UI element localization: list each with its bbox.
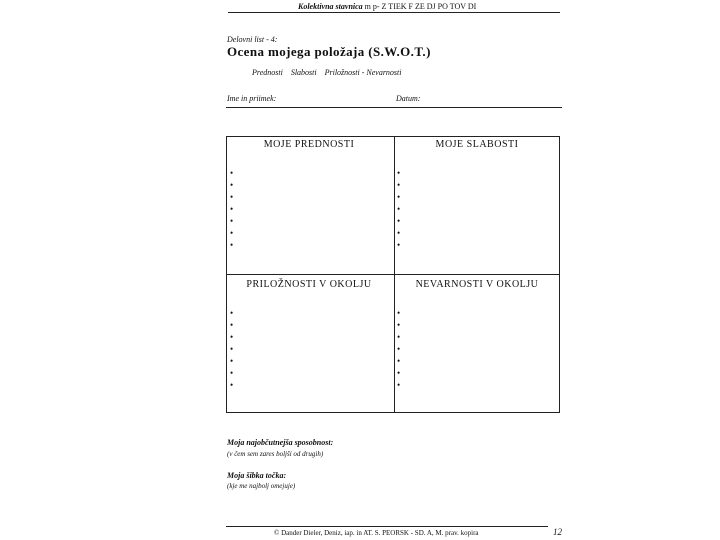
bullet: • (230, 204, 234, 214)
bullet: • (397, 228, 401, 238)
date-field-label: Datum: (396, 94, 421, 103)
bullet: • (397, 180, 401, 190)
bullet: • (230, 368, 234, 378)
sheet-subtitle (252, 68, 401, 77)
bullet: • (397, 168, 401, 178)
sheet-label: Delovni list - 4: (227, 35, 278, 44)
subtitle-part: Priložnosti - Nevarnosti (324, 68, 402, 77)
quadrant-heading-strengths: MOJE PREDNOSTI (263, 139, 355, 150)
bullet: • (230, 216, 234, 226)
bullet: • (397, 204, 401, 214)
subtitle-part: Slabosti (290, 68, 317, 77)
bullet: • (397, 380, 401, 390)
footer-copyright: © Dander Dieler, Deniz, iap. in AT. S. PEORSK - SD. A, M. prav. kopira (274, 529, 479, 537)
bullet: • (230, 308, 234, 318)
notes-sub-strength: (v čem sem zares boljši od drugih) (227, 450, 324, 458)
bullet: • (397, 216, 401, 226)
notes-sub-weakness: (kje me najbolj omejuje) (227, 482, 296, 490)
bullet: • (397, 308, 401, 318)
bullet: • (397, 240, 401, 250)
header-title-rest: m p- Z TIEK F ZE DJ PO TOV DI (362, 2, 477, 11)
quadrant-heading-weaknesses: MOJE SLABOSTI (435, 139, 519, 150)
bullet: • (230, 192, 234, 202)
strengths-bullet-list (230, 167, 233, 251)
bullet: • (230, 380, 234, 390)
bullet: • (397, 332, 401, 342)
bullet: • (230, 332, 234, 342)
bullet: • (230, 180, 234, 190)
bullet: • (397, 344, 401, 354)
threats-bullet-list (397, 307, 400, 391)
bullet: • (230, 228, 234, 238)
notes-title-strength: Moja najobčutnejša sposobnost: (227, 438, 334, 447)
bullet: • (230, 168, 234, 178)
bullet: • (230, 320, 234, 330)
sheet-title: Ocena mojega položaja (S.W.O.T.) (227, 44, 431, 59)
subtitle-part: Prednosti (252, 68, 283, 77)
document-header (298, 2, 476, 11)
bullet: • (230, 356, 234, 366)
name-field-label: Ime in priimek: (227, 94, 277, 103)
quadrant-heading-threats: NEVARNOSTI V OKOLJU (415, 279, 539, 290)
bullet: • (397, 192, 401, 202)
bullet: • (230, 344, 234, 354)
header-rule (228, 12, 560, 13)
quadrant-heading-opportunities: PRILOŽNOSTI V OKOLJU (246, 279, 372, 290)
opportunities-bullet-list (230, 307, 233, 391)
bullet: • (397, 368, 401, 378)
grid-horizontal-divider (226, 274, 560, 275)
bullet: • (230, 240, 234, 250)
footer-rule (226, 526, 548, 527)
weaknesses-bullet-list (397, 167, 400, 251)
bullet: • (397, 320, 401, 330)
bullet: • (397, 356, 401, 366)
page-number: 12 (553, 527, 562, 537)
header-title-em: Kolektivna stavnica (298, 2, 363, 11)
notes-title-weakness: Moja šibka točka: (227, 471, 287, 480)
field-rule (226, 107, 562, 108)
